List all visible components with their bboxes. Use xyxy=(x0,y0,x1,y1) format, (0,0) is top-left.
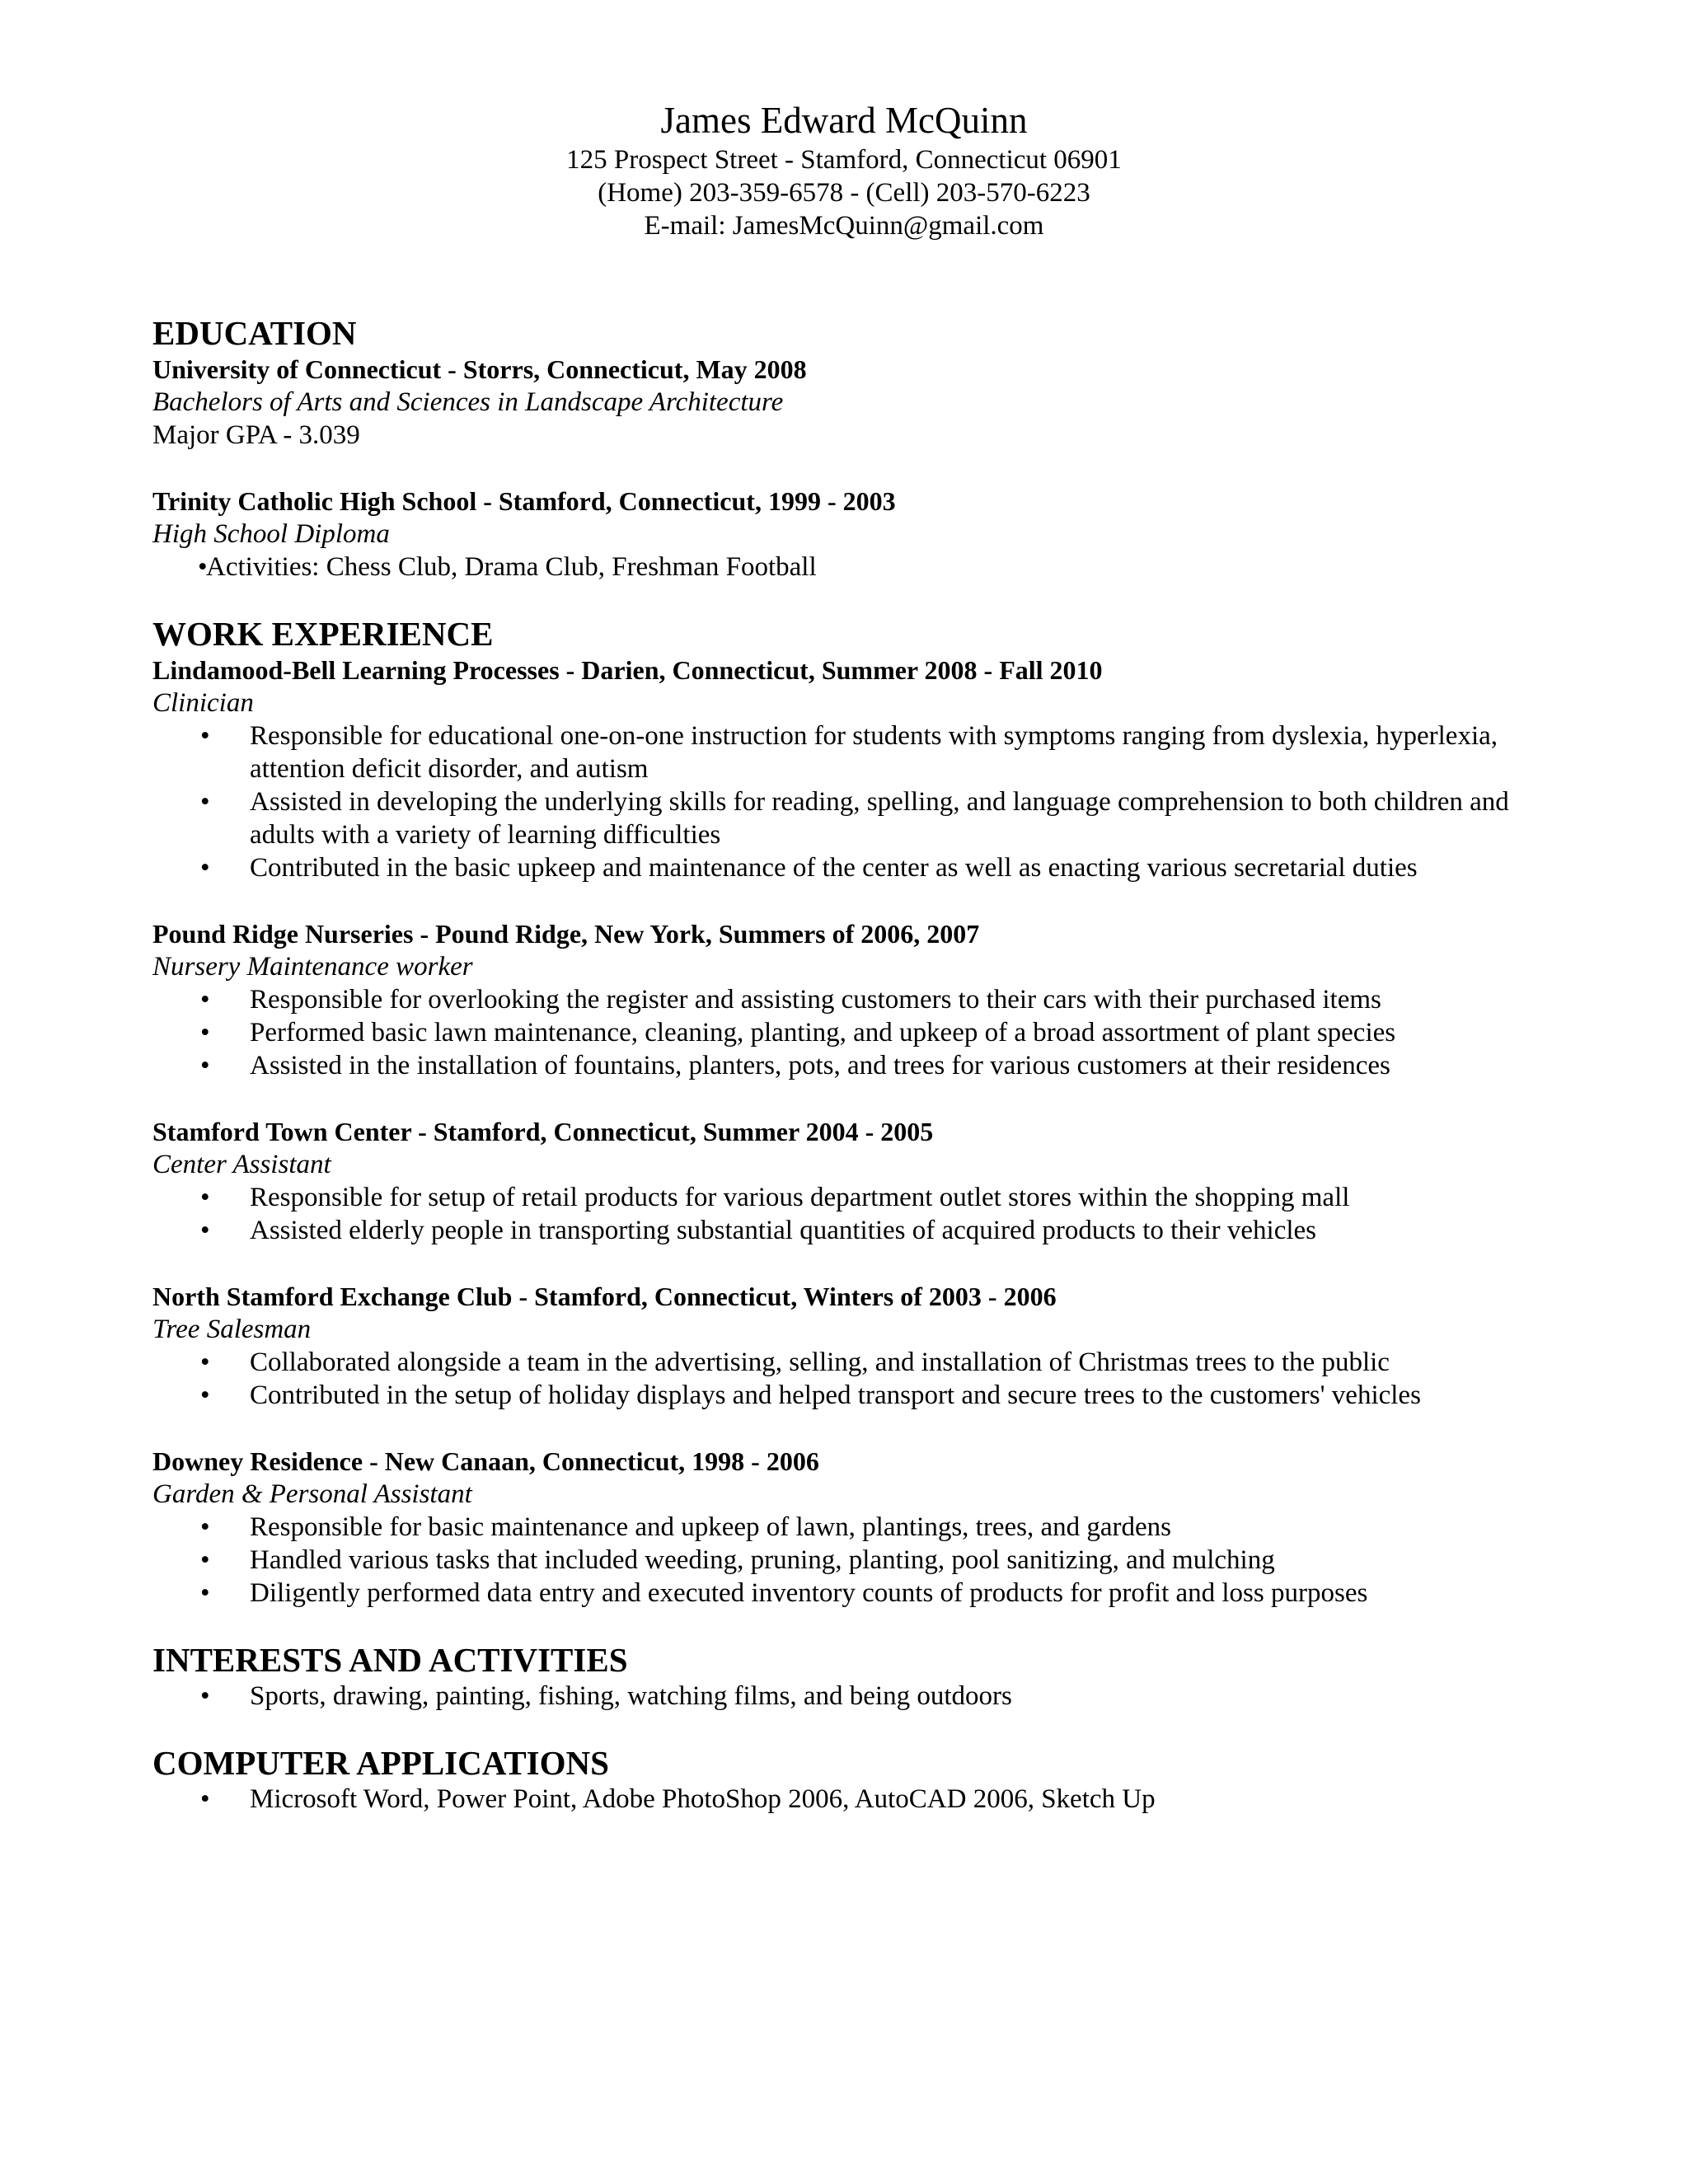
job-duties xyxy=(152,983,1554,1082)
bullet-icon: • xyxy=(200,1512,210,1542)
list-item: • Responsible for setup of retail products for various department outlet stores within the shopping mall xyxy=(200,1183,1350,1212)
list-item: • Responsible for overlooking the register and assisting customers to their cars with their purchased items xyxy=(200,985,1381,1015)
bullet-icon: • xyxy=(200,787,210,817)
job-duties xyxy=(152,1511,1554,1610)
job-duties xyxy=(152,719,1554,884)
job-entry xyxy=(152,917,1554,1082)
employer: North Stamford Exchange Club - Stamford, Connecticut, Winters of 2003 - 2006 xyxy=(152,1282,1057,1311)
job-role: Nursery Maintenance worker xyxy=(152,952,473,982)
education-heading: EDUCATION xyxy=(152,314,357,352)
resume-header xyxy=(0,97,1688,242)
list-item: • Assisted elderly people in transporting substantial quantities of acquired products to their vehicles xyxy=(200,1216,1317,1245)
list-item: • Handled various tasks that included weeding, pruning, planting, pool sanitizing, and mulching xyxy=(200,1545,1275,1575)
job-role: Clinician xyxy=(152,688,254,718)
phone-line: (Home) 203-359-6578 - (Cell) 203-570-6223 xyxy=(598,178,1090,208)
bullet-icon: • xyxy=(200,1681,210,1711)
list-item: • Responsible for basic maintenance and upkeep of lawn, plantings, trees, and gardens xyxy=(200,1512,1171,1542)
job-duties xyxy=(152,1346,1554,1412)
job-entry xyxy=(152,1280,1554,1412)
school-name: Trinity Catholic High School - Stamford, Connecticut, 1999 - 2003 xyxy=(152,486,896,516)
degree: High School Diploma xyxy=(152,519,390,549)
interests-list xyxy=(152,1680,1554,1713)
bullet-icon: • xyxy=(200,853,210,883)
gpa: Major GPA - 3.039 xyxy=(152,420,360,450)
interests-heading: INTERESTS AND ACTIVITIES xyxy=(152,1641,628,1679)
job-entry xyxy=(152,1115,1554,1247)
bullet-icon: • xyxy=(200,1545,210,1575)
employer: Stamford Town Center - Stamford, Connecticut, Summer 2004 - 2005 xyxy=(152,1117,934,1146)
computer-heading: COMPUTER APPLICATIONS xyxy=(152,1744,609,1782)
job-entry xyxy=(152,654,1554,884)
employer: Downey Residence - New Canaan, Connecticut, 1998 - 2006 xyxy=(152,1446,819,1476)
list-item: • Collaborated alongside a team in the advertising, selling, and installation of Christmas trees to the public xyxy=(200,1347,1390,1377)
list-item: • Assisted in the installation of fountains, planters, pots, and trees for various customers at their residences xyxy=(200,1051,1390,1080)
job-duties xyxy=(152,1181,1554,1247)
resume-body xyxy=(152,313,1554,1816)
education-section xyxy=(152,313,1554,583)
list-item: • Sports, drawing, painting, fishing, watching films, and being outdoors xyxy=(200,1681,1012,1711)
activities-text: Activities: Chess Club, Drama Club, Freshman Football xyxy=(206,552,817,582)
education-entry xyxy=(152,485,1554,583)
list-item: • Responsible for educational one-on-one instruction for students with symptoms ranging from dyslexia, hyperlexia, attention deficit disorder, and autism xyxy=(200,721,1498,784)
computer-list xyxy=(152,1783,1554,1816)
list-item: • Contributed in the basic upkeep and maintenance of the center as well as enacting various secretarial duties xyxy=(200,853,1418,883)
computer-section xyxy=(152,1743,1554,1816)
job-role: Tree Salesman xyxy=(152,1315,312,1344)
bullet-icon: • xyxy=(200,721,210,751)
list-item: • Diligently performed data entry and executed inventory counts of products for profit and loss purposes xyxy=(200,1578,1368,1608)
bullet-icon: • xyxy=(200,1018,210,1047)
candidate-name: James Edward McQuinn xyxy=(660,100,1028,141)
bullet-icon: • xyxy=(200,1216,210,1245)
school-name: University of Connecticut - Storrs, Connecticut, May 2008 xyxy=(152,354,807,384)
activities-item xyxy=(152,551,1554,583)
work-section xyxy=(152,614,1554,1610)
email-line: E-mail: JamesMcQuinn@gmail.com xyxy=(644,211,1044,241)
job-entry xyxy=(152,1445,1554,1610)
bullet-icon: • xyxy=(200,1578,210,1608)
bullet-icon: • xyxy=(200,1380,210,1410)
address-line: 125 Prospect Street - Stamford, Connecticut 06901 xyxy=(566,145,1122,175)
work-heading: WORK EXPERIENCE xyxy=(152,615,494,653)
bullet-icon: • xyxy=(200,1784,210,1814)
job-role: Garden & Personal Assistant xyxy=(152,1479,472,1509)
employer: Lindamood-Bell Learning Processes - Darien, Connecticut, Summer 2008 - Fall 2010 xyxy=(152,655,1103,685)
bullet-icon: • xyxy=(200,985,210,1015)
bullet-icon: • xyxy=(200,1183,210,1212)
bullet-icon: • xyxy=(200,1051,210,1080)
bullet-icon: • xyxy=(198,552,208,582)
degree: Bachelors of Arts and Sciences in Landscape Architecture xyxy=(152,387,784,417)
employer: Pound Ridge Nurseries - Pound Ridge, New York, Summers of 2006, 2007 xyxy=(152,919,980,949)
list-item: • Contributed in the setup of holiday displays and helped transport and secure trees to the customers' vehicles xyxy=(200,1380,1421,1410)
list-item: • Microsoft Word, Power Point, Adobe PhotoShop 2006, AutoCAD 2006, Sketch Up xyxy=(200,1784,1156,1814)
job-role: Center Assistant xyxy=(152,1150,331,1179)
list-item: • Assisted in developing the underlying skills for reading, spelling, and language comprehension to both children and adults with a variety of learning difficulties xyxy=(200,787,1509,850)
list-item: • Performed basic lawn maintenance, cleaning, planting, and upkeep of a broad assortment of plant species xyxy=(200,1018,1396,1047)
interests-section xyxy=(152,1640,1554,1713)
bullet-icon: • xyxy=(200,1347,210,1377)
education-entry xyxy=(152,353,1554,452)
